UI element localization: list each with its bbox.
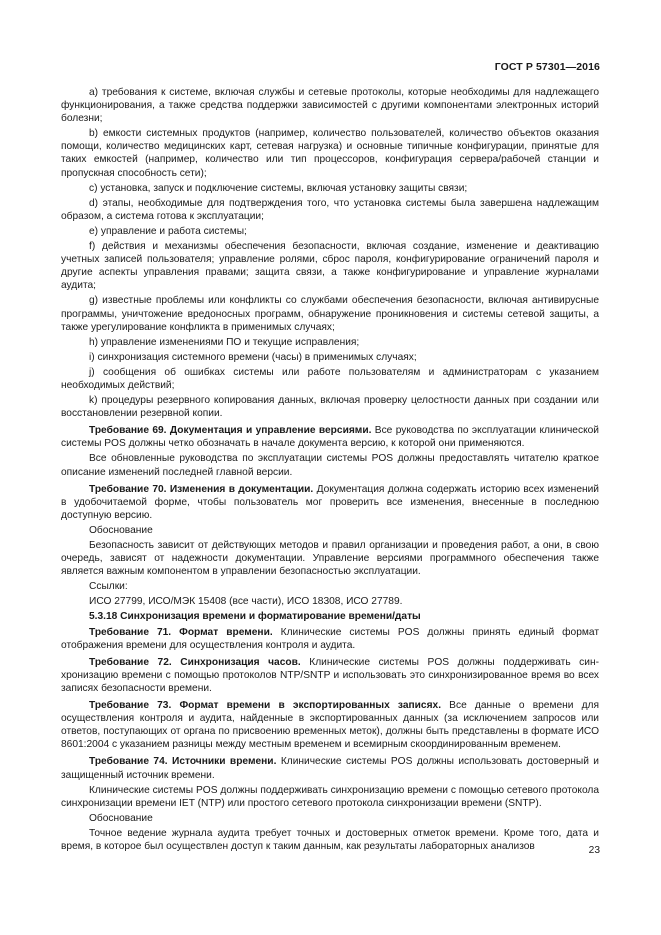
requirement-70-text: Документация должна содержать историю всех изменений в удобочитаемой форме, чтобы пользователь мог проверить все изменения, внесенные в последнюю доступную версию. [61,483,599,521]
list-item-k: k) процедуры резервного копирования данных, включая проверку целостности данных при создании или восстановлении резервной копии. [61,395,599,420]
list-item-g: g) известные проблемы или конфликты со службами обеспечения безопасности, включая антивирусные программы, уничтожение вредоносных программ, обнаружение проникновения и системы сетевой защиты, а также урегулирование конфликта в применимых случаях; [61,295,599,333]
requirement-71-title: Требование 71. Формат времени. [89,626,273,638]
requirement-70-title: Требование 70. Изменения в документации. [89,483,314,495]
requirement-74 [61,755,599,781]
list-item-c: c) установка, запуск и подключение системы, включая установку защиты связи; [89,182,468,194]
requirement-72 [61,656,599,695]
requirement-73 [61,699,599,751]
requirement-74-title: Требование 74. Источники времени. [89,756,277,768]
requirement-69 [61,424,599,450]
rationale-label-2: Обоснование [89,812,153,824]
rationale-label: Обоснование [89,524,153,536]
requirement-71 [61,626,599,652]
page-number: 23 [588,845,600,856]
rationale-text: Безопасность зависит от действующих методов и правил организации и проведения работ, а они, в свою очередь, зависят от надежности документации. Управление версиями программного обеспечения также является важным компонентом в управлении безопасностью эксплуатации. [61,540,599,578]
requirement-70 [61,483,599,522]
references-label: Ссылки: [89,581,128,593]
requirement-74-text: Клинические системы POS должны использовать достоверный и защищенный источник времени. [61,756,600,781]
list-item-j: j) сообщения об ошибках системы или работе пользователям и администраторам с указанием необходимых действий; [61,366,599,391]
requirement-72-title: Требование 72. Синхронизация часов. [89,656,301,668]
requirement-72-text: Клинические системы POS должны поддерживать синхронизацию времени с помощью протоколов NTP/SNTP и использовать это синхронизированное время во всех записях безопасности времени. [61,656,600,694]
list-item-f: f) действия и механизмы обеспечения безопасности, включая создание, изменение и деактивацию учетных записей пользователя; управление ролями, сброс пароля, конфигурирование ограничений пароля и другие аспекты управления правами; защита связи, а также конфигурирование и управление журналами аудита; [61,241,599,292]
requirement-69-title: Требование 69. Документация и управление версиями. [89,425,372,437]
list-item-i: i) синхронизация системного времени (часы) в применимых случаях; [89,351,417,363]
document-standard-code: ГОСТ Р 57301—2016 [494,61,600,73]
list-item-h: h) управление изменениями ПО и текущие исправления; [89,336,360,348]
list-item-a: а) требования к системе, включая службы и сетевые протоколы, которые необходимы для надлежащего функционирования, а также средства поддержки зависимостей с другими компонентами электронных историй болезни; [61,87,599,125]
requirement-69-note: Все обновленные руководства по эксплуатации системы POS должны предоставлять читателю краткое описание изменений последней главной версии. [61,453,599,478]
requirement-73-title: Требование 73. Формат времени в экспортированных записях. [89,700,442,712]
requirement-73-text: Все данные о времени для осуществления контроля и аудита, найденные в экспортированных данных (за исключением запросов или ответов, поступающих от органа по присвоению временных меток), должны быть представлены в формате ИСО 8601:2004 с указанием разницы между местным временем и всемирным скоординированным временем. [61,700,600,751]
section-heading-text: 5.3.18 Синхронизация времени и форматирование времени/даты [89,611,421,623]
section-heading [61,610,599,623]
page-content [61,86,599,855]
list-item-b: b) емкости системных продуктов (например, количество пользователей, количество объектов оказания помощи, количество медицинских карт, сетевая нагрузка) и основные типичные конфигурации, принятые для таких емкостей (например, количество или тип процессоров, конфигурация сервера/рабочей станции и пропускная способность сети); [61,128,599,179]
requirement-69-text: Все руководства по эксплуатации клинической системы POS должны четко обозначать в начале документа версию, к которой они применяются. [61,425,599,450]
rationale-text-2: Точное ведение журнала аудита требует точных и достоверных отметок времени. Кроме того, дата и время, в которое был осуществлен доступ к таким данным, как результаты лабораторных анализов [61,827,599,852]
references-text: ИСО 27799, ИСО/МЭК 15408 (все части), ИСО 18308, ИСО 27789. [89,596,403,608]
requirement-71-text: Клинические системы POS должны принять единый формат отображения времени для осуществления контроля и аудита. [61,626,599,651]
list-item-d: d) этапы, необходимые для подтверждения того, что установка системы была завершена надлежащим образом, а система готова к эксплуатации; [61,197,599,222]
requirement-74-note: Клинические системы POS должны поддерживать синхронизацию времени с помощью сетевого протокола синхронизации времени IET (NTP) или простого сетевого протокола синхронизации времени (SNTP). [61,784,599,809]
list-item-e: e) управление и работа системы; [89,225,247,237]
